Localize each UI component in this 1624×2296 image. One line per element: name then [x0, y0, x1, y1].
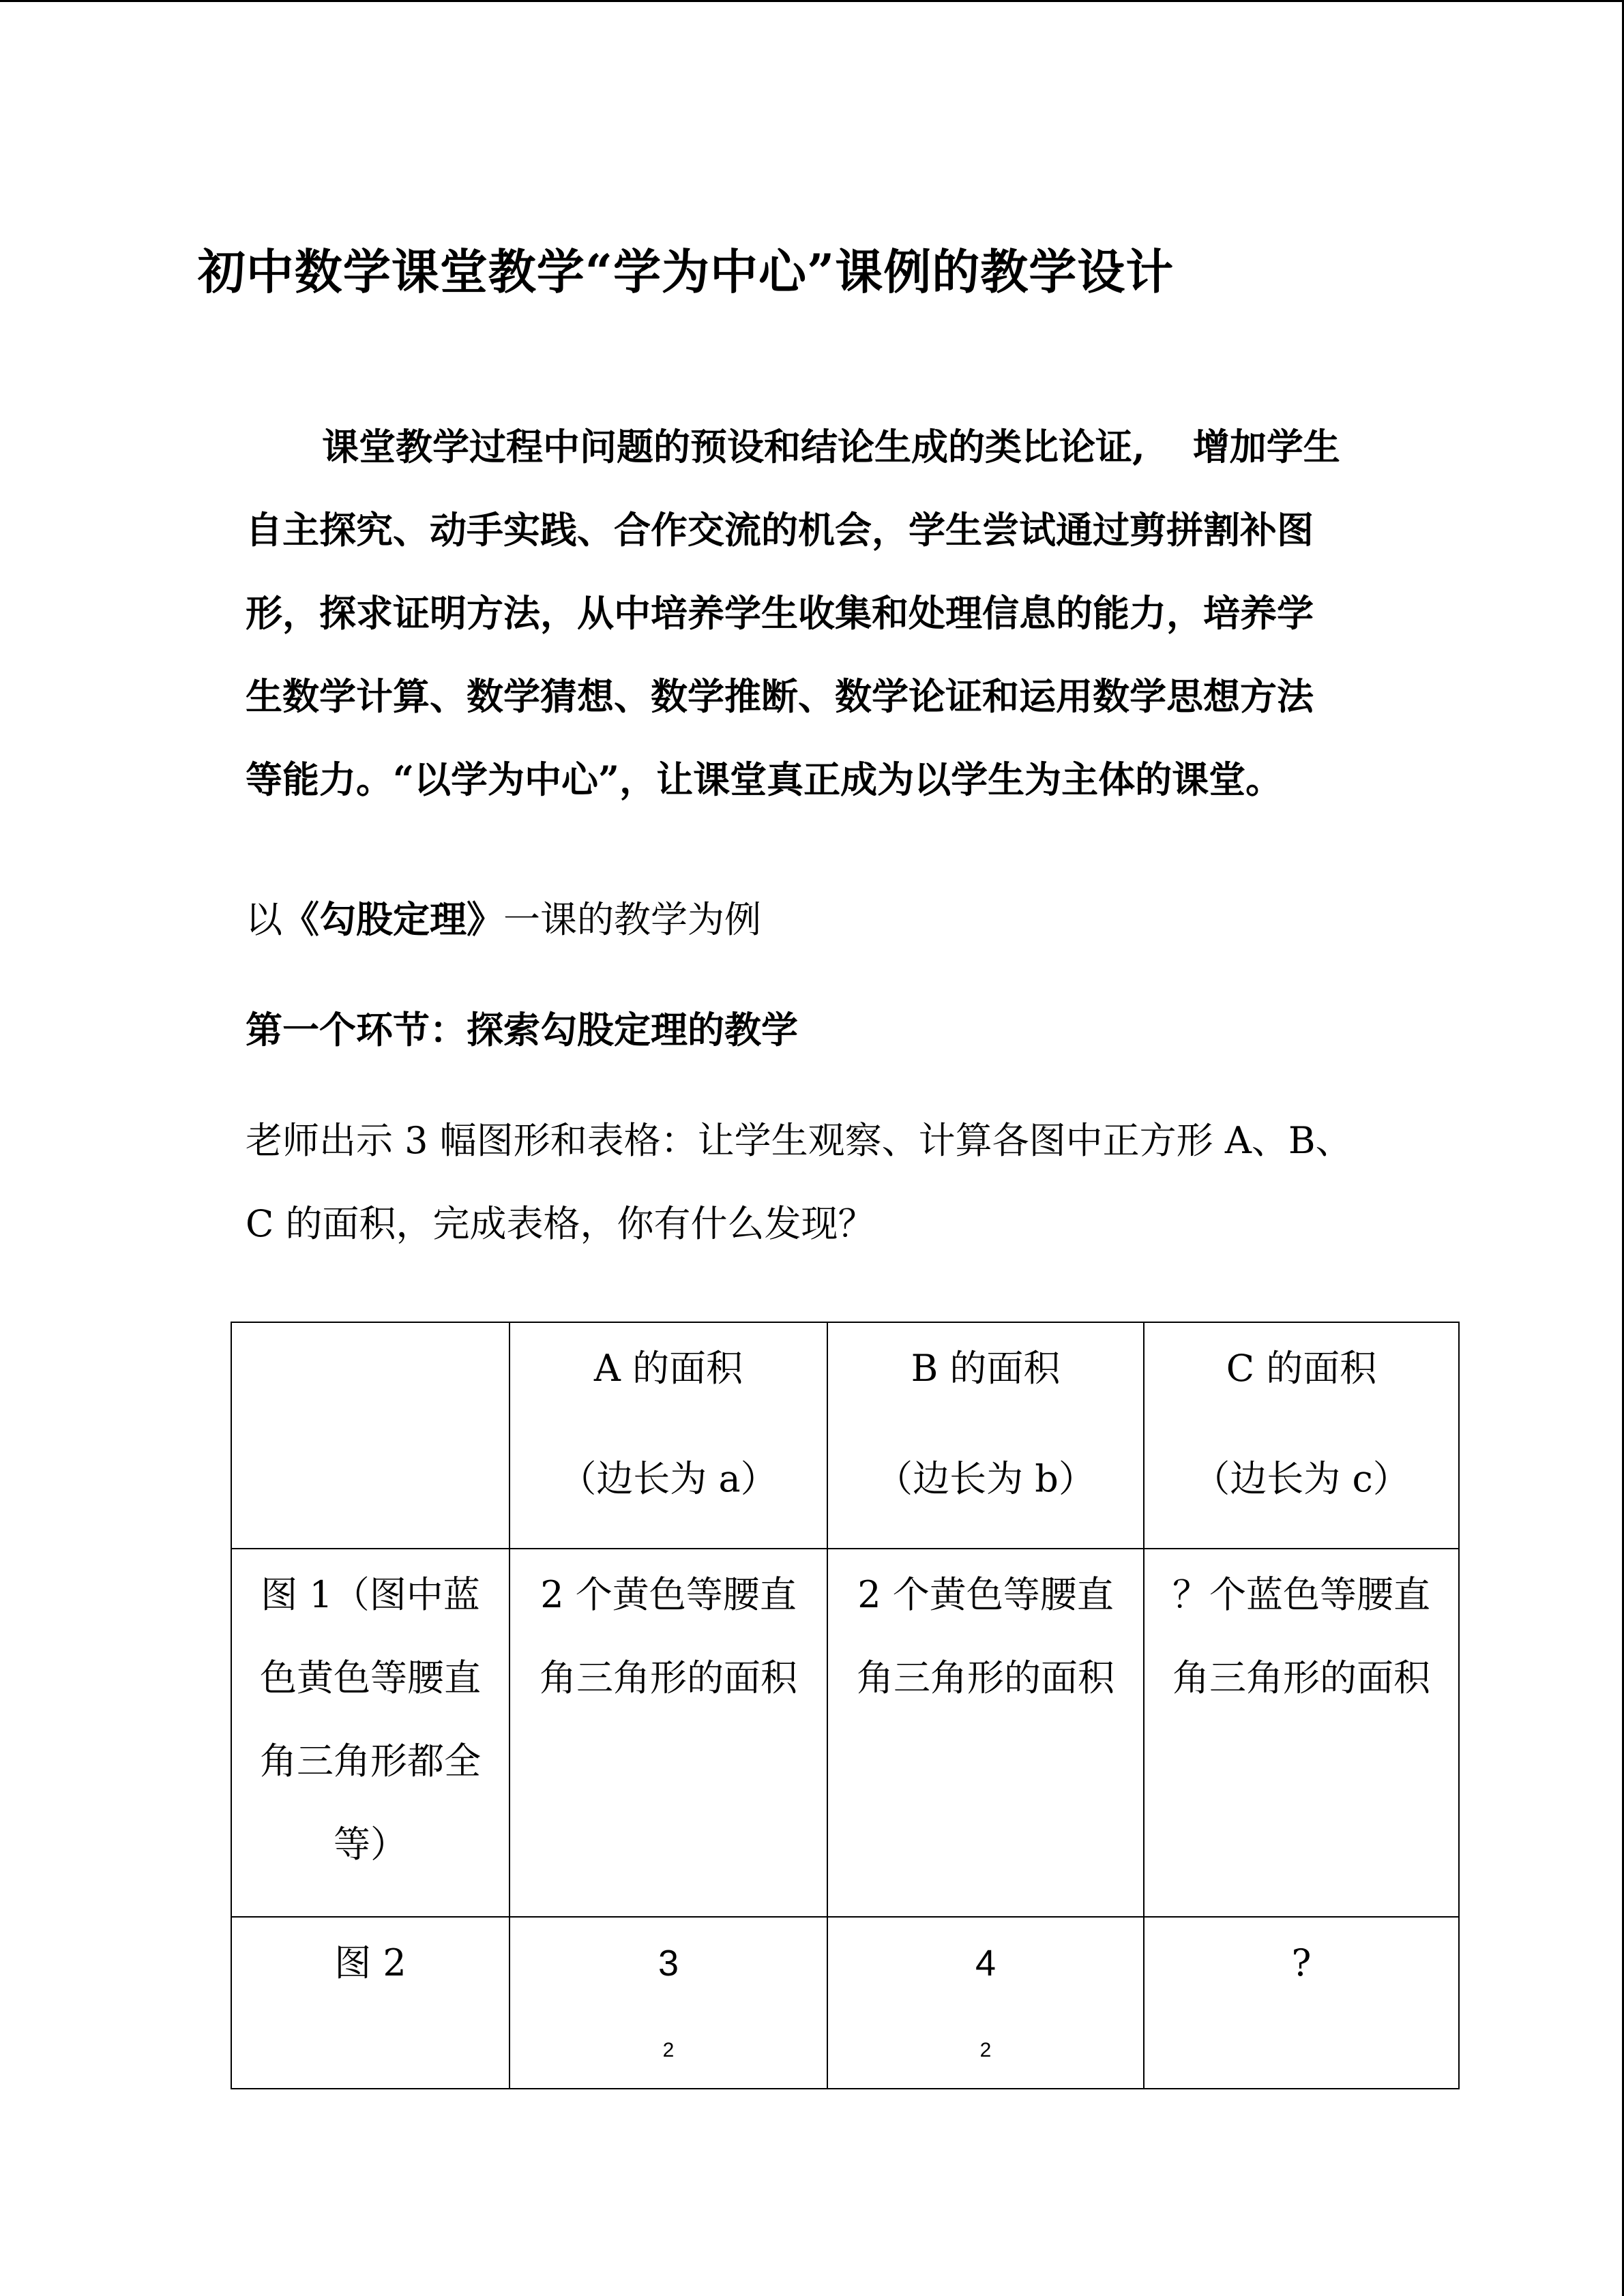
instruction-paragraph: [246, 1099, 1391, 1266]
intro-line: 生数学计算、数学猜想、数学推断、数学论证和运用数学思想方法: [246, 674, 1314, 718]
table-header-row: [231, 1322, 1459, 1549]
cell-figure1-c: ？个蓝色等腰直 角三角形的面积: [1144, 1549, 1459, 1917]
intro-line: 等能力。“以学为中心”，让课堂真正成为以学生为主体的课堂。: [246, 758, 1283, 801]
row-label-figure1: 图 1（图中蓝 色黄色等腰直 角三角形都全 等）: [231, 1549, 510, 1917]
table-row-figure2: [231, 1917, 1459, 2089]
area-table: [231, 1322, 1460, 2089]
cell-figure2-c: ?: [1144, 1917, 1459, 2089]
table-cell-empty: [231, 1322, 510, 1549]
intro-line: 形，探求证明方法，从中培养学生收集和处理信息的能力，培养学: [246, 591, 1314, 635]
table-row-figure1: [231, 1549, 1459, 1917]
page-title: 初中数学课堂教学“学为中心”课例的教学设计: [197, 243, 1175, 300]
instruction-line: C 的面积，完成表格，你有什么发现？: [246, 1202, 875, 1245]
header-a-area: A 的面积 （边长为 a）: [510, 1322, 827, 1549]
header-b-area: B 的面积 （边长为 b）: [827, 1322, 1144, 1549]
example-line: 以《勾股定理》一课的教学为例: [246, 897, 761, 941]
book-title: 《勾股定理》: [282, 897, 503, 941]
cell-figure1-b: 2 个黄色等腰直 角三角形的面积: [827, 1549, 1144, 1917]
row-label-figure2: 图 2: [231, 1917, 510, 2089]
instruction-line: 老师出示 3 幅图形和表格：让学生观察、计算各图中正方形 A、B、: [246, 1119, 1353, 1162]
cell-figure2-b: 4 2: [827, 1917, 1144, 2089]
section-heading: 第一个环节：探索勾股定理的教学: [246, 1008, 798, 1052]
intro-line: 自主探究、动手实践、合作交流的机会，学生尝试通过剪拼割补图: [246, 508, 1314, 552]
cell-figure1-a: 2 个黄色等腰直 角三角形的面积: [510, 1549, 827, 1917]
header-c-area: C 的面积 （边长为 c）: [1144, 1322, 1459, 1549]
intro-line: 课堂教学过程中问题的预设和结论生成的类比论证, 增加学生: [322, 425, 1340, 468]
cell-figure2-a: 3 2: [510, 1917, 827, 2089]
intro-paragraph: [246, 405, 1391, 821]
page-edge-top: [0, 0, 1624, 2]
